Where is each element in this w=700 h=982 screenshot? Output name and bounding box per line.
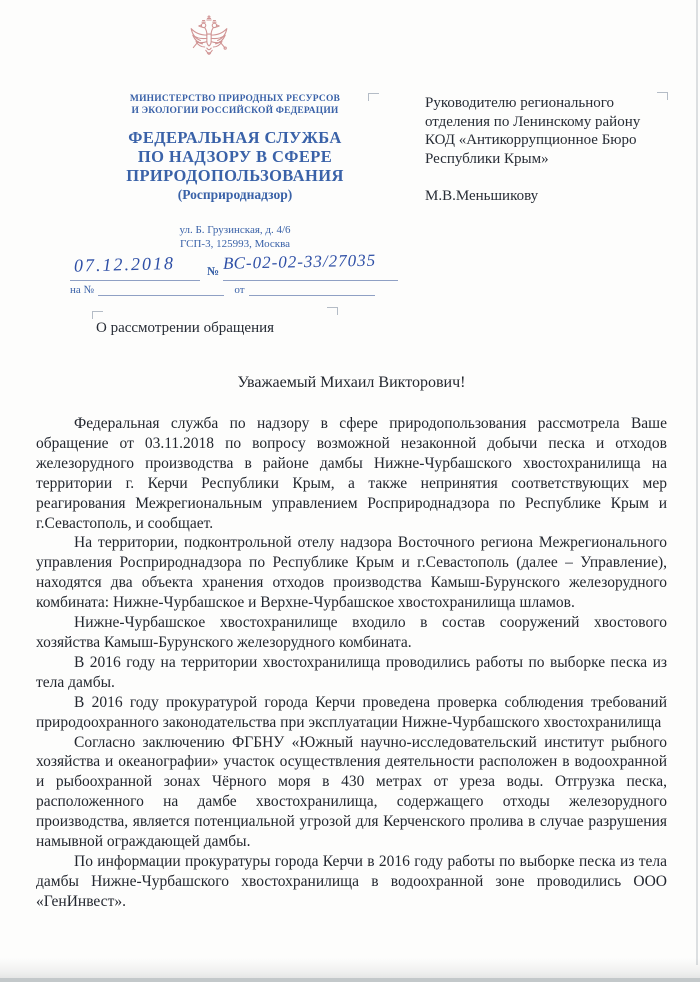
reply-ot-label: от <box>234 284 245 296</box>
ministry-name-line2: И ЭКОЛОГИИ РОССИЙСКОЙ ФЕДЕРАЦИИ <box>131 105 339 116</box>
corner-mark-addressee-right <box>657 92 668 100</box>
addressee-line: отделения по Ленинскому району <box>425 113 641 130</box>
handwritten-outgoing-number: ВС-02-02-33/27035 <box>222 250 377 273</box>
reply-date-blank-line <box>249 283 375 296</box>
agency-name <box>55 128 415 185</box>
body-paragraph: В 2016 году прокуратурой города Керчи проведена проверка соблюдения требований природоохранного законодательства при эксплуатации Нижне-Чурбашского хвостохранилища <box>36 693 667 731</box>
agency-short-name: (Росприроднадзор) <box>177 187 293 202</box>
reply-reference-row <box>70 283 375 296</box>
subject-line: О рассмотрении обращения <box>96 320 275 336</box>
letter-body <box>36 414 667 912</box>
scan-edge-bottom <box>0 958 700 982</box>
agency-name-line: ПО НАДЗОРУ В СФЕРЕ <box>137 147 333 166</box>
corner-mark-subject-left <box>92 311 103 319</box>
corner-mark-subject-right <box>327 307 338 315</box>
ministry-name-line1: МИНИСТЕРСТВО ПРИРОДНЫХ РЕСУРСОВ <box>129 94 341 104</box>
salutation: Уважаемый Михаил Викторович! <box>237 374 466 391</box>
body-paragraph: На территории, подконтрольной отелу надзора Восточного региона Межрегионального управления Росприроднадзора по Республике Крым и г.Севастополь (далее – Управление), находятся два объекта хранения отходов производства Камыш-Бурунского железорудного комбината: Нижне-Чурбашское и Верхне-Чурбашское хвостохранилища шламов. <box>36 534 667 612</box>
addressee-line: Руководителю регионального <box>425 95 615 111</box>
agency-name-line: ПРИРОДОПОЛЬЗОВАНИЯ <box>126 166 344 185</box>
hq-address-line1: ул. Б. Грузинская, д. 4/6 <box>179 224 291 236</box>
addressee-block <box>425 94 680 206</box>
addressee-organization <box>425 94 680 168</box>
reply-na-label: на № <box>70 284 95 296</box>
body-paragraph: Нижне-Чурбашское хвостохранилище входило в состав сооружений хвостового хозяйства Камыш-Бурунского железорудного комбината. <box>36 614 667 651</box>
body-paragraph: Федеральная служба по надзору в сфере природопользования рассмотрела Ваше обращение от 03.11.2018 по вопросу возможной незаконной добычи песка и отходов железорудного производства в районе дамбы Нижне-Чурбашского хвостохранилища на территории г. Керчи Республики Крым, а также непринятия соответствующих мер реагирования Межрегиональным управлением Росприроднадзора по Республике Крым и г.Севастополь, и сообщает. <box>36 415 667 532</box>
outgoing-number-field <box>223 252 398 281</box>
corner-mark-addressee-left <box>368 93 379 101</box>
coat-of-arms-eagle-icon <box>182 6 236 74</box>
addressee-line: КОД «Антикоррупционное Бюро <box>425 132 637 148</box>
addressee-line: Республики Крым» <box>425 150 549 167</box>
hq-address-line2: ГСП-3, 125993, Москва <box>179 237 291 250</box>
letterhead <box>55 94 415 251</box>
body-paragraph: В 2016 году на территории хвостохранилища проводились работы по выборке песка из тела дамбы. <box>36 653 667 691</box>
handwritten-date: 07.12.2018 <box>73 252 176 276</box>
reply-number-blank-line <box>98 283 224 296</box>
addressee-name: М.В.Меньшикову <box>425 188 539 204</box>
scan-edge-right <box>696 0 698 965</box>
date-field <box>70 254 200 281</box>
hq-address <box>55 224 415 251</box>
body-paragraph: Согласно заключению ФГБНУ «Южный научно-исследовательский институт рыбного хозяйства и океанографии» участок осуществления деятельности расположен в водоохранной и рыбоохранной зонах Чёрного моря в 430 метрах от уреза воды. Отгрузка песка, расположенного на дамбе хвостохранилища, содержащего отходы железорудного производства, является потенциальной угрозой для Керченского пролива в случае разрушения намывной ограждающей дамбы. <box>36 733 667 851</box>
number-sign: № <box>207 264 220 278</box>
agency-name-line: ФЕДЕРАЛЬНАЯ СЛУЖБА <box>128 128 342 147</box>
body-paragraph: По информации прокуратуры города Керчи в 2016 году работы по выборке песка из тела дамбы Нижне-Чурбашского хвостохранилища в водоохранной зоне проводились ООО «ГенИнвест». <box>36 852 667 910</box>
